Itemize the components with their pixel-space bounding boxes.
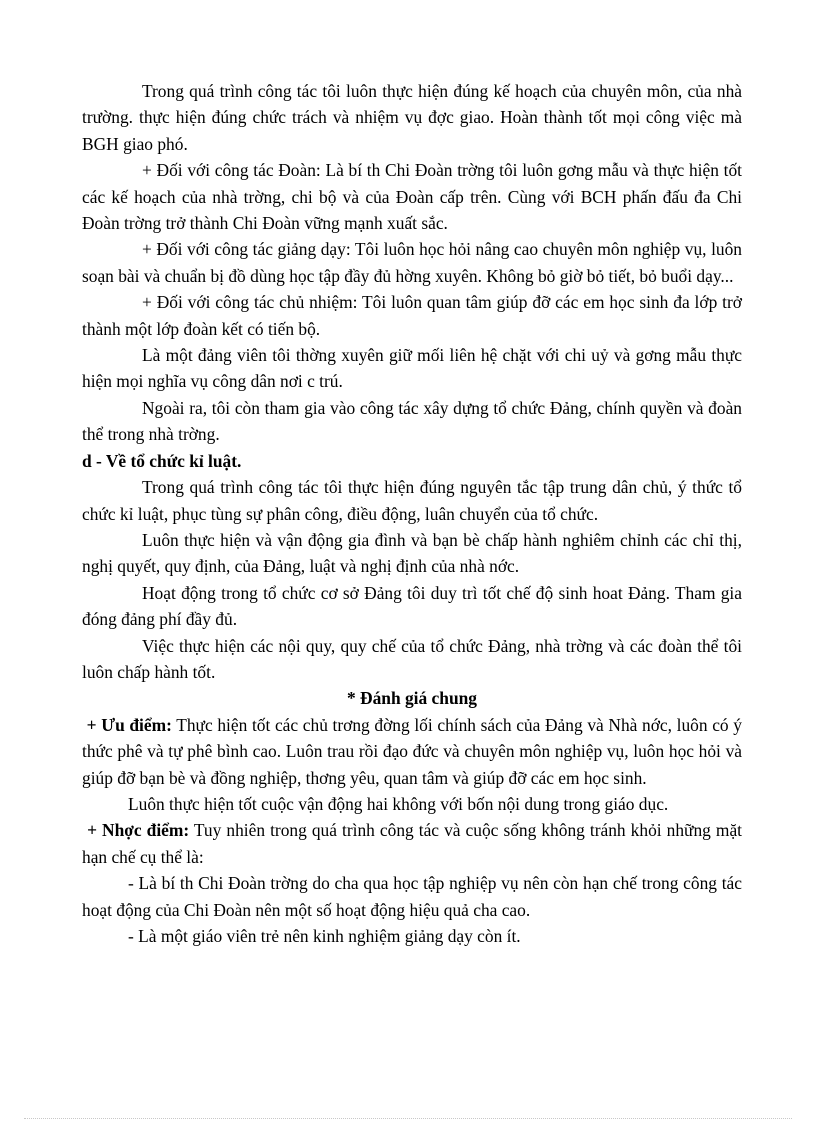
paragraph-regulations: Việc thực hiện các nội quy, quy chế của tổ chức Đảng, nhà trờng và các đoàn thể tôi luôn chấp hành tốt. xyxy=(82,635,742,682)
paragraph-homeroom: + Đối với công tác chủ nhiệm: Tôi luôn quan tâm giúp đỡ các em học sinh đa lớp trở thành một lớp đoàn kết có tiến bộ. xyxy=(82,292,742,339)
section-heading-discipline: d - Về tổ chức kỉ luật. xyxy=(82,450,242,471)
paragraph-weaknesses xyxy=(82,817,742,870)
paragraph-work-plan: Trong quá trình công tác tôi luôn thực hiện đúng kế hoạch của chuyên môn, của nhà trường. thực hiện đúng chức trách và nhiệm vụ đợc giao. Hoàn thành tốt mọi công việc mà BGH giao phó. xyxy=(82,81,742,154)
strengths-label: + Ưu điểm: xyxy=(86,714,172,735)
weakness-item-experience: - Là một giáo viên trẻ nên kinh nghiệm giảng dạy còn ít. xyxy=(128,926,521,946)
paragraph-party-building: Ngoài ra, tôi còn tham gia vào công tác xây dựng tổ chức Đảng, chính quyền và đoàn thể trong nhà trờng. xyxy=(82,397,742,445)
paragraph-strengths xyxy=(82,712,742,791)
strengths-text: Thực hiện tốt các chủ trơng đờng lối chính sách của Đảng và Nhà nớc, luôn có ý thức phê và tự phê bình cao. Luôn trau rồi đạo đức và chuyên môn nghiệp vụ, luôn học hỏi và giúp đỡ bạn bè và đồng nghiệp, thơng yêu, quan tâm và giúp đỡ các em học sinh. xyxy=(82,714,742,788)
paragraph-party-member: Là một đảng viên tôi thờng xuyên giữ mối liên hệ chặt với chi uỷ và gơng mẫu thực hiện mọi nghĩa vụ công dân nơi c trú. xyxy=(82,345,742,392)
weaknesses-label: + Nhợc điểm: xyxy=(87,820,190,841)
summary-heading: * Đánh giá chung xyxy=(347,688,477,709)
document-body xyxy=(82,78,742,949)
weakness-item-youth-union: - Là bí th Chi Đoàn trờng do cha qua học tập nghiệp vụ nên còn hạn chế trong công tác hoạt động của Chi Đoàn nên một số hoạt động hiệu quả cha cao. xyxy=(82,873,742,920)
paragraph-teaching: + Đối với công tác giảng dạy: Tôi luôn học hỏi nâng cao chuyên môn nghiệp vụ, luôn soạn bài và chuẩn bị đồ dùng học tập đầy đủ hờng xuyên. Không bỏ giờ bỏ tiết, bỏ buổi dạy... xyxy=(82,239,742,286)
paragraph-campaign: Luôn thực hiện tốt cuộc vận động hai không với bốn nội dung trong giáo dục. xyxy=(128,793,669,814)
weaknesses-text: Tuy nhiên trong quá trình công tác và cuộc sống không tránh khỏi những mặt hạn chế cụ thể là: xyxy=(82,820,742,867)
paragraph-democratic-centralism: Trong quá trình công tác tôi thực hiện đúng nguyên tắc tập trung dân chủ, ý thức tổ chức kỉ luật, phục tùng sự phân công, điều động, luân chuyển của tổ chức. xyxy=(82,477,742,524)
page-bottom-divider xyxy=(24,1118,792,1119)
paragraph-youth-union: + Đối với công tác Đoàn: Là bí th Chi Đoàn trờng tôi luôn gơng mẫu và thực hiện tốt các kế hoạch của nhà trờng, chi bộ và của Đoàn cấp trên. Cùng với BCH phấn đấu đa Chi Đoàn trờng trở thành Chi Đoàn vững mạnh xuất sắc. xyxy=(82,160,742,234)
paragraph-family-compliance: Luôn thực hiện và vận động gia đình và bạn bè chấp hành nghiêm chỉnh các chỉ thị, nghị quyết, quy định, của Đảng, luật và nghị định của nhà nớc. xyxy=(82,529,742,577)
paragraph-party-activities: Hoạt động trong tổ chức cơ sở Đảng tôi duy trì tốt chế độ sinh hoat Đảng. Tham gia đóng đảng phí đầy đủ. xyxy=(82,582,742,630)
